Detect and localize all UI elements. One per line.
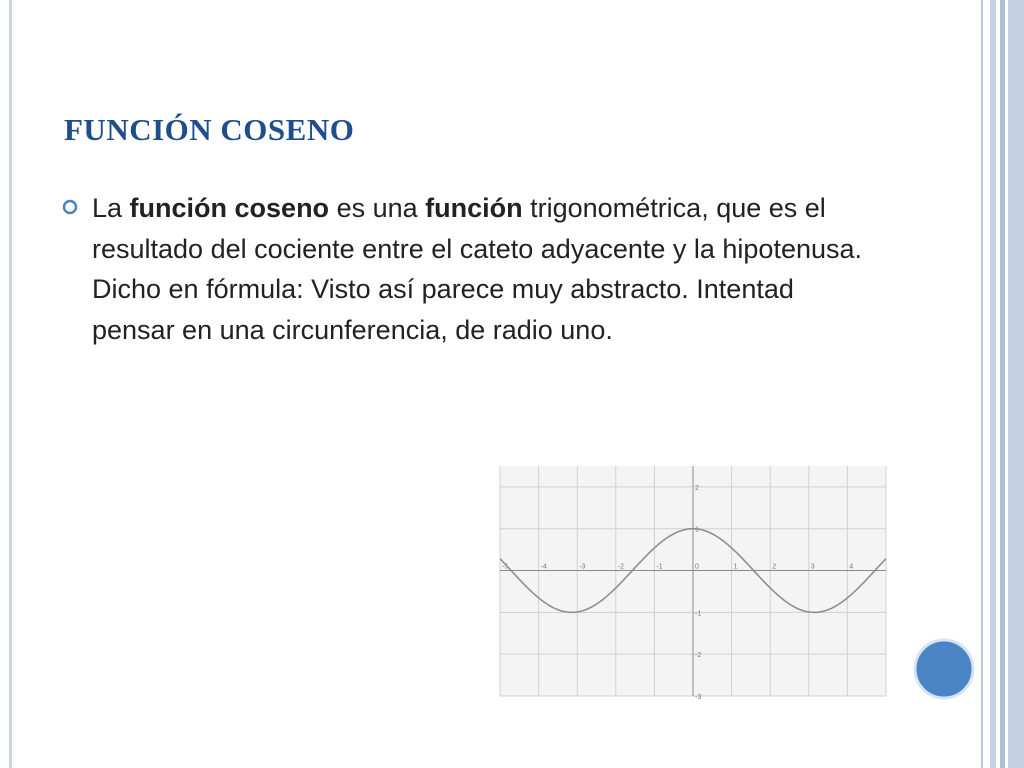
y-tick-label: -1 bbox=[695, 610, 702, 618]
cosine-graph bbox=[500, 466, 886, 701]
bullet-text-part: La bbox=[92, 193, 130, 223]
y-tick-label: -2 bbox=[695, 652, 702, 660]
slide-left-border bbox=[9, 0, 12, 768]
slide-right-stripes bbox=[978, 0, 1024, 768]
x-tick-label: 0 bbox=[695, 563, 699, 571]
x-tick-label: 2 bbox=[772, 563, 777, 571]
x-tick-label: -3 bbox=[579, 563, 586, 571]
bullet-bold-term: función bbox=[425, 193, 523, 223]
x-tick-label: 1 bbox=[733, 563, 738, 571]
y-tick-label: 2 bbox=[695, 484, 699, 492]
y-tick-label: 1 bbox=[695, 526, 699, 534]
x-tick-label: -2 bbox=[617, 563, 625, 571]
x-tick-label: -5 bbox=[502, 563, 509, 571]
x-tick-label: -4 bbox=[540, 563, 547, 571]
y-tick-label: -3 bbox=[695, 694, 702, 701]
bullet-text-part: es una bbox=[329, 193, 426, 223]
x-tick-label: 3 bbox=[810, 563, 815, 571]
x-tick-label: -1 bbox=[656, 563, 663, 571]
cosine-graph-svg bbox=[500, 466, 886, 701]
bullet-text bbox=[92, 188, 882, 350]
bullet-bold-term: función coseno bbox=[129, 193, 330, 223]
bullet-paragraph bbox=[62, 188, 882, 350]
slide-title: FUNCIÓN COSENO bbox=[64, 112, 355, 147]
bullet-text-part: trigonométrica, que es el resultado del cociente entre el cateto adyacente y la hipotenusa. Dicho en fórmula: Visto así parece muy abstracto. Intentad pensar en una circunferencia, de radio uno. bbox=[92, 193, 863, 345]
circle-nav-icon bbox=[912, 637, 976, 701]
x-tick-label: 4 bbox=[849, 563, 854, 571]
circle-bullet-icon bbox=[62, 199, 78, 215]
